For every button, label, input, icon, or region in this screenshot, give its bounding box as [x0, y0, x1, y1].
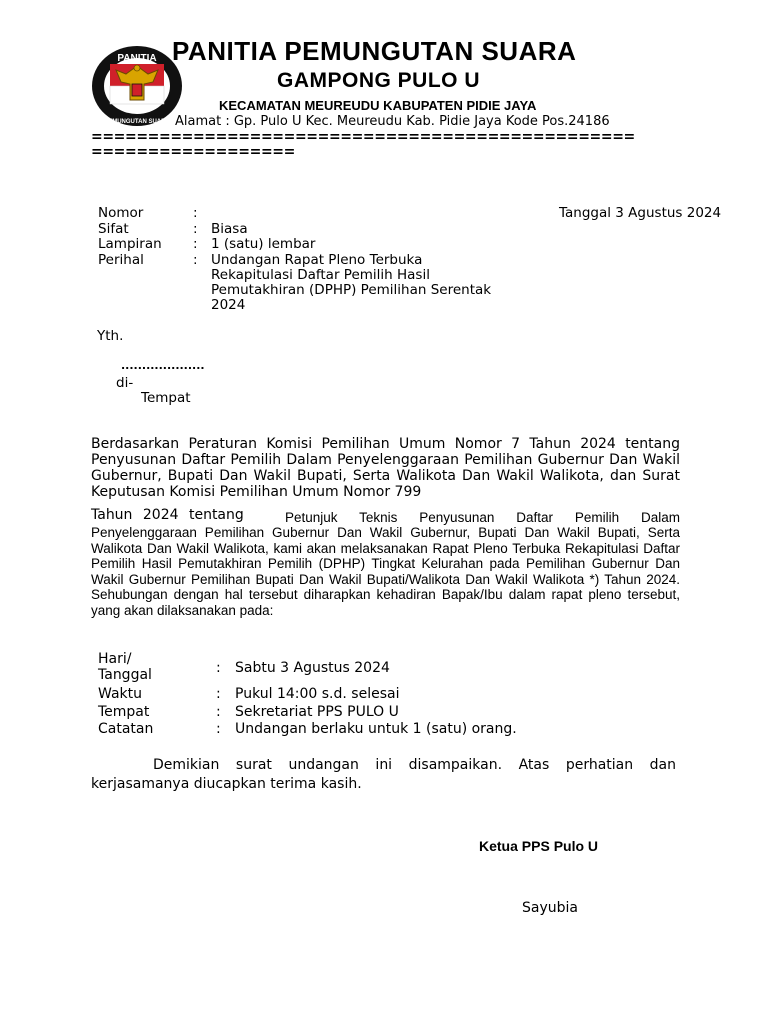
detail-label-waktu: Waktu — [98, 686, 142, 702]
header-title-line1: PANITIA PEMUNGUTAN SUARA — [172, 36, 577, 66]
header-address: Alamat : Gp. Pulo U Kec. Meureudu Kab. Pidie Jaya Kode Pos.24186 — [175, 114, 610, 129]
meta-perihal-cont-2: Pemutakhiran (DPHP) Pemilihan Serentak — [211, 282, 492, 298]
meta-value-lampiran: 1 (satu) lembar — [211, 236, 316, 252]
detail-value-hari: Sabtu 3 Agustus 2024 — [235, 660, 390, 676]
logo-text-top: PANITIA — [117, 53, 157, 64]
logo-text-bottom: PEMUNGUTAN SUARA — [104, 119, 170, 125]
detail-sep-waktu: : — [216, 686, 221, 702]
detail-label-hari — [98, 651, 152, 683]
meta-value-sifat: Biasa — [211, 221, 248, 237]
meta-sep-nomor: : — [193, 205, 198, 221]
recipient-place: Tempat — [141, 390, 191, 406]
header-title-line2: GAMPONG PULO U — [277, 69, 481, 92]
detail-sep-catatan: : — [216, 721, 221, 737]
detail-value-waktu: Pukul 14:00 s.d. selesai — [235, 686, 400, 702]
detail-label-catatan: Catatan — [98, 721, 154, 737]
meta-value-perihal: Undangan Rapat Pleno Terbuka — [211, 252, 423, 268]
body-para1-last: Tahun 2024 tentang — [91, 507, 244, 523]
detail-sep-tempat: : — [216, 704, 221, 720]
meta-perihal-cont-1: Rekapitulasi Daftar Pemilih Hasil — [211, 267, 430, 283]
header-district: KECAMATAN MEUREUDU KABUPATEN PIDIE JAYA — [219, 98, 537, 113]
body-paragraph-1 — [91, 436, 680, 500]
meta-label-perihal: Perihal — [98, 252, 144, 268]
detail-value-tempat: Sekretariat PPS PULO U — [235, 704, 399, 720]
header-rule-line1: ================================================ — [91, 129, 635, 145]
meta-sep-perihal: : — [193, 252, 198, 268]
closing-line1: Demikian surat undangan ini disampaikan. Atas perhatian dan — [153, 757, 676, 773]
meta-label-sifat: Sifat — [98, 221, 129, 237]
letter-date: Tanggal 3 Agustus 2024 — [559, 205, 722, 221]
detail-sep-hari: : — [216, 660, 221, 676]
detail-value-catatan: Undangan berlaku untuk 1 (satu) orang. — [235, 721, 517, 737]
body-para1-text: Berdasarkan Peraturan Komisi Pemilihan Umum Nomor 7 Tahun 2024 tentang Penyusunan Daftar Pemilih Dalam Penyelenggaraan Pemilihan Gubernur Dan Wakil Gubernur, Bupati Dan Wakil Bupati, Serta Walikota Dan Wakil Walikota, dan Surat Keputusan Komisi Pemilihan Umum Nomor 799 — [91, 436, 680, 500]
detail-label-hari-2: Tanggal — [98, 667, 152, 683]
meta-perihal-cont-3: 2024 — [211, 297, 246, 313]
detail-label-hari-1: Hari/ — [98, 651, 132, 667]
body-para2-first: Petunjuk Teknis Penyusunan Daftar Pemilih Dalam — [285, 510, 680, 525]
meta-label-nomor: Nomor — [98, 205, 144, 221]
detail-label-tempat: Tempat — [98, 704, 150, 720]
kpu-logo — [90, 44, 184, 128]
meta-sep-sifat: : — [193, 221, 198, 237]
closing-line2: kerjasamanya diucapkan terima kasih. — [91, 776, 362, 792]
signature-title: Ketua PPS Pulo U — [479, 838, 599, 854]
meta-sep-lampiran: : — [193, 236, 198, 252]
meta-label-lampiran: Lampiran — [98, 236, 162, 252]
recipient-di: di- — [116, 375, 134, 391]
recipient-yth: Yth. — [97, 328, 124, 344]
recipient-dots: .................... — [121, 359, 205, 372]
header-rule-line2: ================== — [91, 144, 295, 160]
signature-name: Sayubia — [522, 900, 578, 916]
body-paragraph-2: Penyelenggaraan Pemilihan Gubernur Dan Wakil Gubernur, Bupati Dan Wakil Bupati, Serta Walikota Dan Wakil Walikota, kami akan melaksanakan Rapat Pleno Terbuka Rekapitulasi Daftar Pemilih Hasil Pemutakhiran Pemilih (DPHP) Tingkat Kelurahan pada Pemilihan Gubernur Dan Wakil Gubernur Pemilihan Bupati Dan Wakil Bupati/Walikota Dan Wakil Walikota *) Tahun 2024. Sehubungan dengan hal tersebut diharapkan kehadiran Bapak/Ibu dalam rapat pleno tersebut, yang akan dilaksanakan pada: — [91, 525, 680, 618]
